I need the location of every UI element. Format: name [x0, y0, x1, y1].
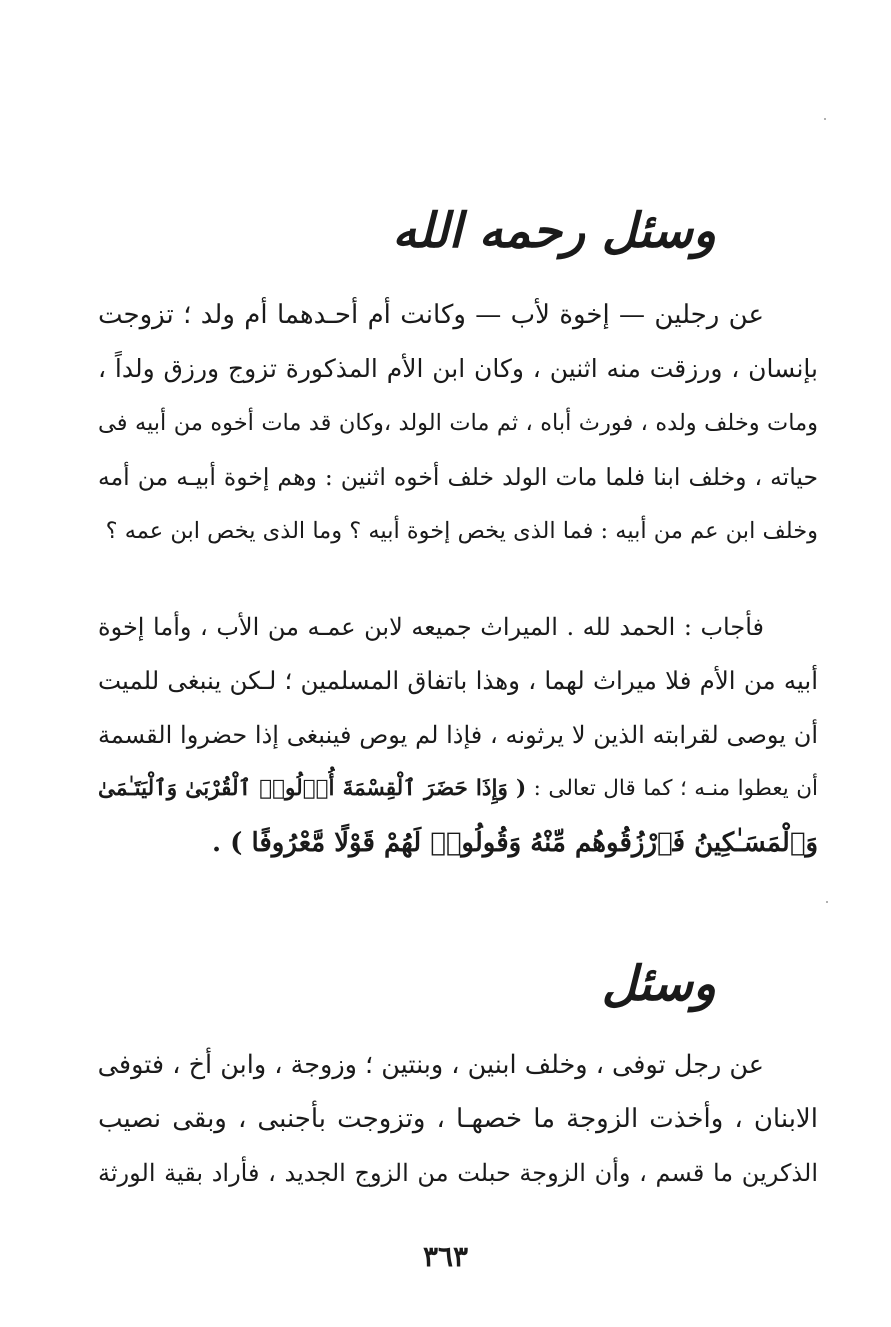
question-paragraph	[98, 288, 818, 558]
section-heading: وسئل	[601, 956, 716, 1012]
scan-speck	[826, 901, 828, 903]
text-line: الذكرين ما قسم ، وأن الزوجة حبلت من الزوج الجديد ، فأراد بقية الورثة	[98, 1159, 818, 1187]
quote-intro: أن يعطوا منـه ؛ كما قال تعالى :	[533, 776, 818, 801]
answer-paragraph	[98, 600, 818, 870]
question-paragraph	[98, 1038, 818, 1200]
page-number: ٣٦٣	[422, 1240, 469, 1273]
text-line-with-quote	[98, 762, 818, 816]
scan-speck	[824, 118, 826, 120]
text-line: بإنسان ، ورزقت منه اثنين ، وكان ابن الأم المذكورة تزوج ورزق ولداً ،	[98, 354, 818, 383]
text-line: أن يوصى لقرابته الذين لا يرثونه ، فإذا لم يوص فينبغى إذا حضروا القسمة	[98, 721, 818, 749]
text-line: عن رجلين — إخوة لأب — وكانت أم أحـدهما أم ولد ؛ تزوجت	[98, 300, 764, 330]
text-line: فأجاب : الحمد لله . الميراث جميعه لابن عمـه من الأب ، وأما إخوة	[98, 613, 764, 641]
quran-verse: ( وَإِذَا حَضَرَ ٱلْقِسْمَةَ أُو۟لُوا۟ ٱلْقُرْبَىٰ وَٱلْيَتَـٰمَىٰ	[98, 776, 527, 801]
text-line: أبيه من الأم فلا ميراث لهما ، وهذا باتفاق المسلمين ؛ لـكن ينبغى للميت	[98, 666, 818, 695]
text-line: وخلف ابن عم من أبيه : فما الذى يخص إخوة أبيه ؟ وما الذى يخص ابن عمه ؟	[105, 518, 818, 544]
section-heading: وسئل رحمه الله	[392, 203, 716, 259]
text-line: الابنان ، وأخذت الزوجة ما خصهـا ، وتزوجت بأجنبى ، وبقى نصيب	[98, 1104, 818, 1134]
text-line: عن رجل توفى ، وخلف ابنين ، وبنتين ؛ وزوجة ، وابن أخ ، فتوفى	[98, 1050, 764, 1080]
text-line: ومات وخلف ولده ، فورث أباه ، ثم مات الولد ،وكان قد مات أخوه من أبيه فى	[98, 410, 818, 436]
text-line: حياته ، وخلف ابنا فلما مات الولد خلف أخوه اثنين : وهم إخوة أبيـه من أمه	[98, 463, 818, 491]
quran-verse-continued: وَٱلْمَسَـٰكِينُ فَٱرْزُقُوهُم مِّنْهُ وَقُولُوا۟ لَهُمْ قَوْلًا مَّعْرُوفًا ) .	[211, 828, 818, 858]
